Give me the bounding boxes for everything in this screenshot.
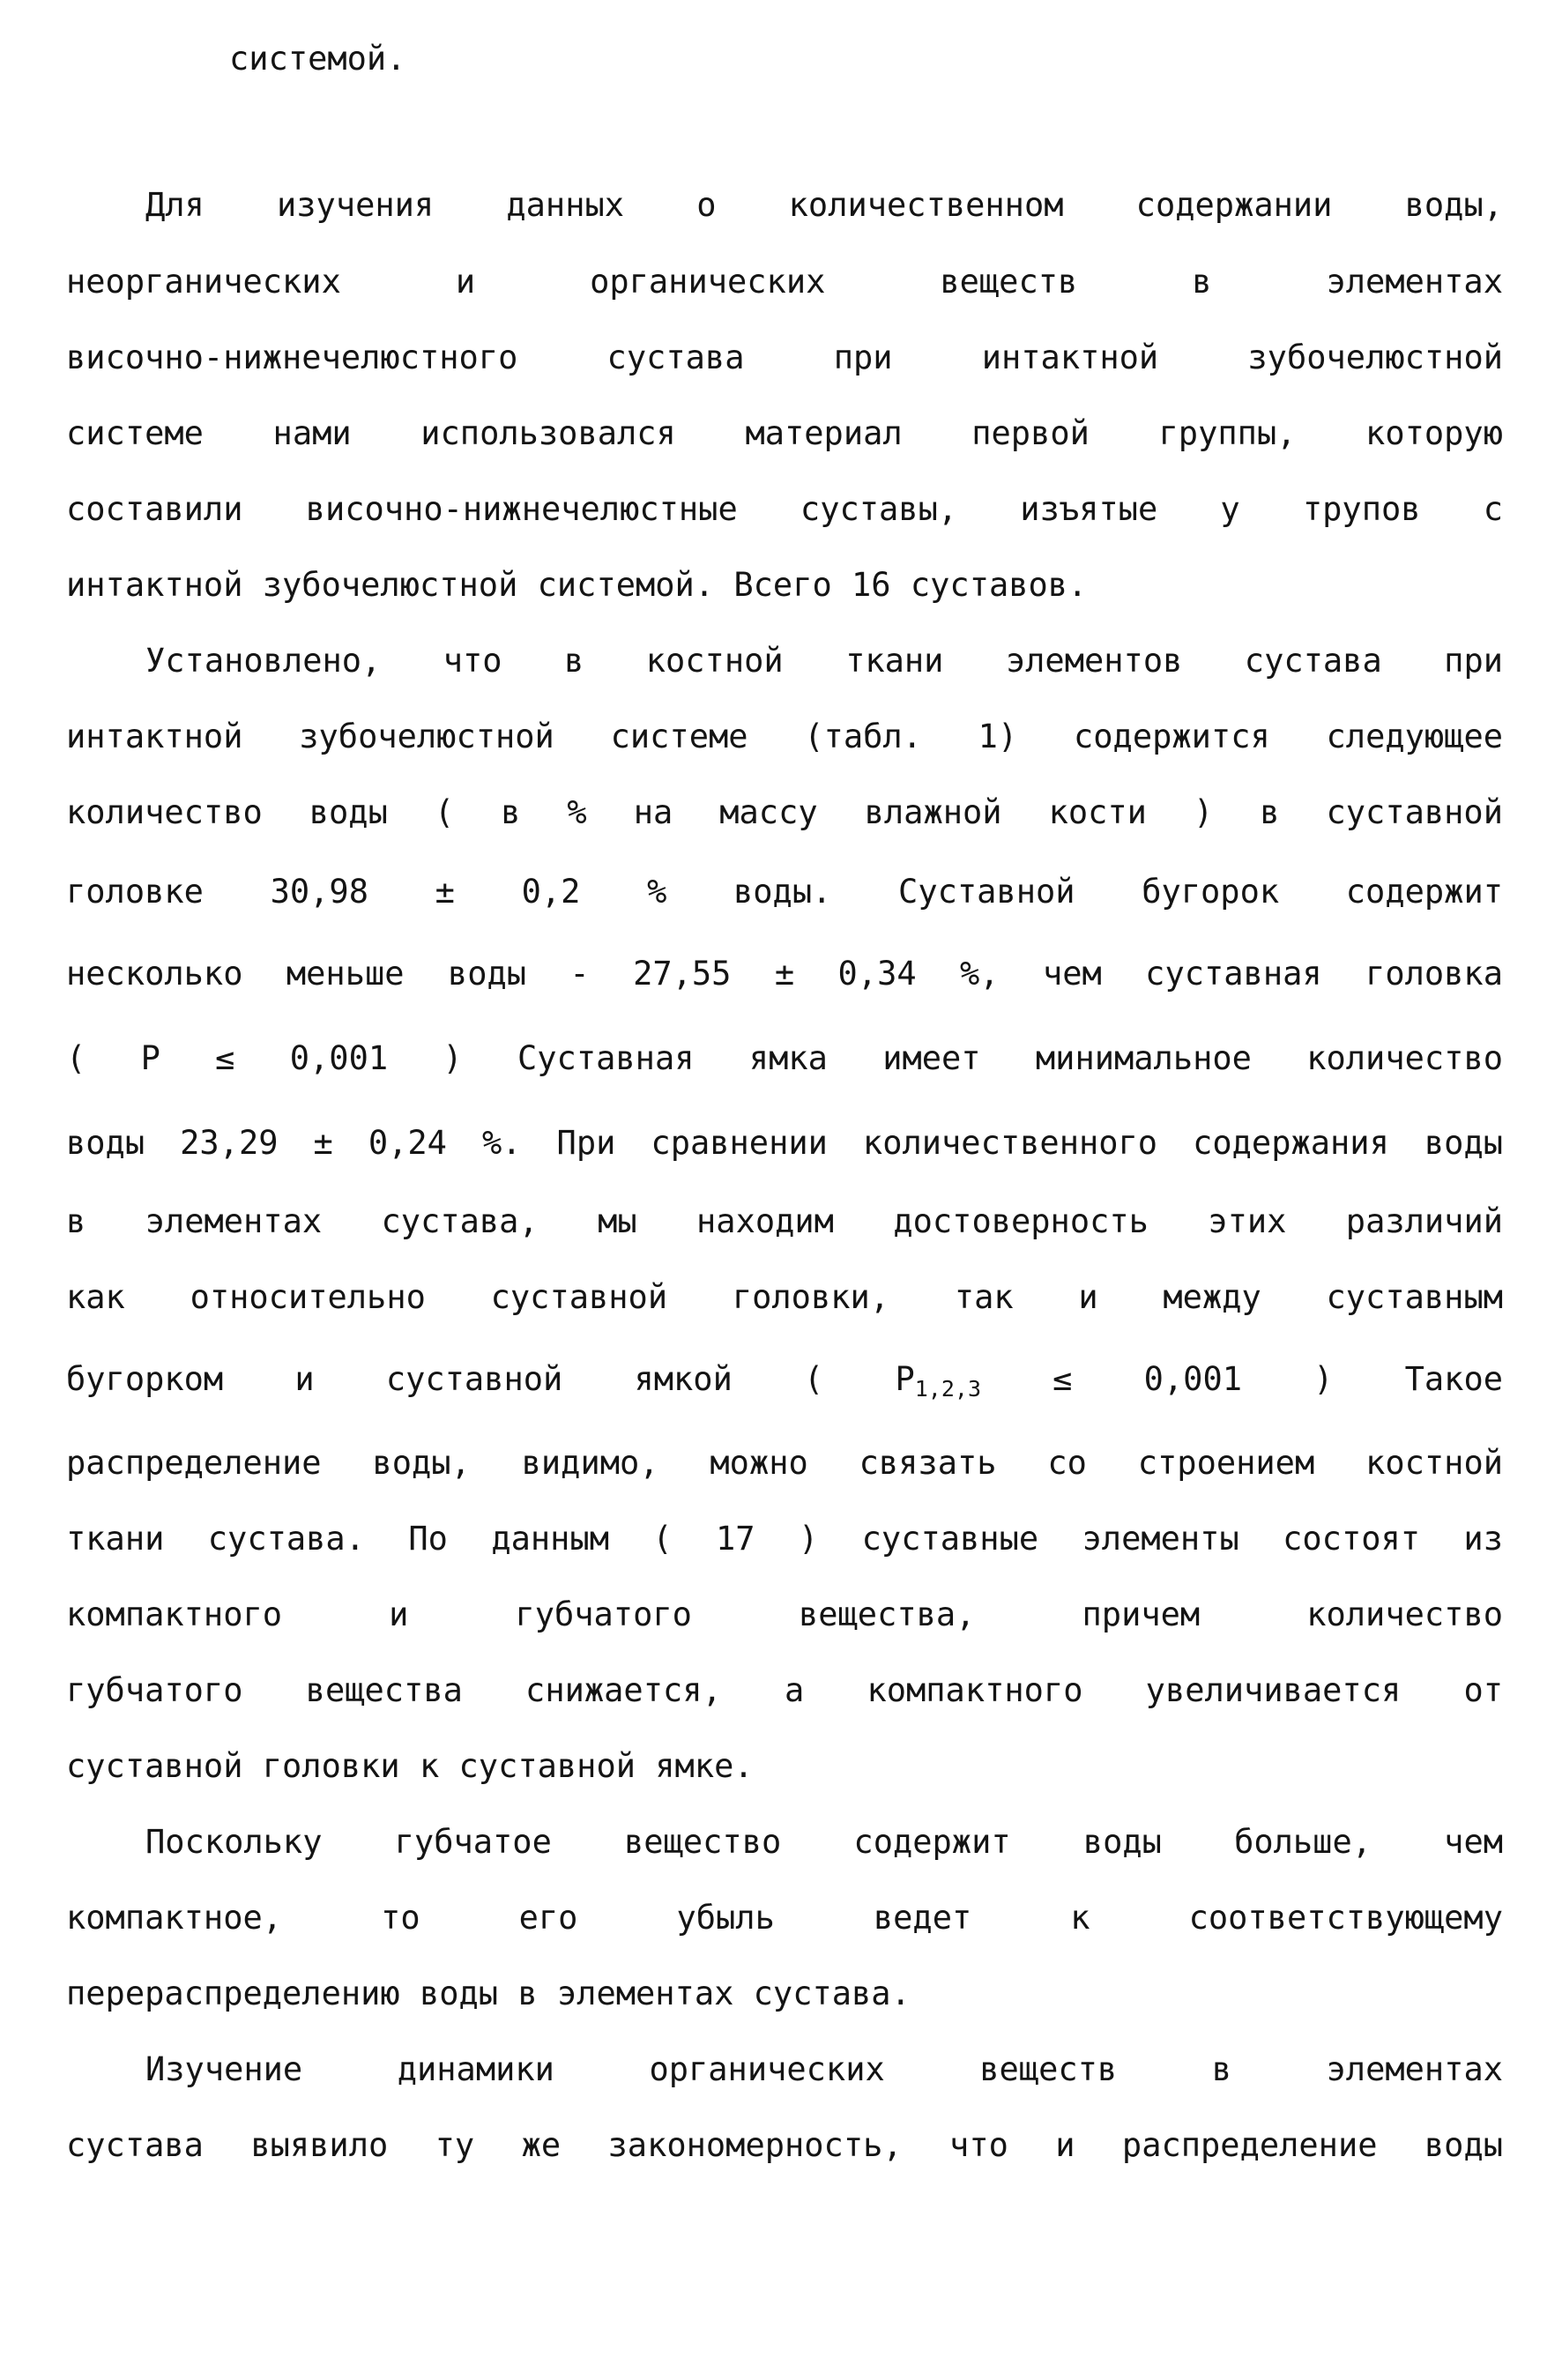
text-line-21: губчатого вещества снижается, а компактного увеличивается от xyxy=(66,1671,1503,1709)
text-line-16: как относительно суставной головки, так и между суставным xyxy=(66,1278,1503,1316)
text-line-17 xyxy=(66,1357,1503,1402)
text-line-11: головке 30,98 ± 0,2 % воды. Суставной бугорок содержит xyxy=(66,873,1503,911)
text-line-19: ткани сустава. По данным ( 17 ) суставные элементы состоят из xyxy=(66,1520,1503,1558)
subscript-indices: 1,2,3 xyxy=(914,1376,982,1402)
text-line-13: ( P ≤ 0,001 ) Суставная ямка имеет минимальное количество xyxy=(66,1039,1503,1077)
text-line-24: компактное, то его убыль ведет к соответствующему xyxy=(66,1899,1503,1937)
text-line-3: неорганических и органических веществ в элементах xyxy=(66,263,1503,301)
text-line-4: височно-нижнечелюстного сустава при интактной зубочелюстной xyxy=(66,338,1503,376)
text-line-27: сустава выявило ту же закономерность, что и распределение воды xyxy=(66,2126,1503,2164)
text-line-2: Для изучения данных о количественном содержании воды, xyxy=(145,186,1503,224)
text-line-5: системе нами использовался материал первой группы, которую xyxy=(66,414,1503,452)
text-line-10: количество воды ( в % на массу влажной кости ) в суставной xyxy=(66,793,1503,831)
text-line-17-after: ≤ 0,001 ) Такое xyxy=(981,1360,1503,1398)
text-line-1: системой. xyxy=(229,40,406,78)
text-line-25: перераспределению воды в элементах сустава. xyxy=(66,1975,911,2012)
text-line-6: составили височно-нижнечелюстные суставы, изъятые у трупов с xyxy=(66,490,1503,528)
text-line-18: распределение воды, видимо, можно связать со строением костной xyxy=(66,1444,1503,1482)
text-line-7: интактной зубочелюстной системой. Всего 16 суставов. xyxy=(66,566,1088,604)
text-line-8: Установлено, что в костной ткани элементов сустава при xyxy=(145,642,1503,680)
text-line-12: несколько меньше воды - 27,55 ± 0,34 %, чем суставная головка xyxy=(66,955,1503,993)
text-line-26: Изучение динамики органических веществ в элементах xyxy=(145,2050,1503,2088)
text-line-23: Поскольку губчатое вещество содержит воды больше, чем xyxy=(145,1823,1503,1861)
text-line-17-before: бугорком и суставной ямкой ( P xyxy=(66,1360,915,1398)
text-line-20: компактного и губчатого вещества, причем количество xyxy=(66,1595,1503,1633)
text-line-9: интактной зубочелюстной системе (табл. 1) содержится следующее xyxy=(66,718,1503,755)
text-line-14: воды 23,29 ± 0,24 %. При сравнении количественного содержания воды xyxy=(66,1124,1503,1162)
text-line-22: суставной головки к суставной ямке. xyxy=(66,1747,754,1785)
text-line-15: в элементах сустава, мы находим достоверность этих различий xyxy=(66,1202,1503,1240)
